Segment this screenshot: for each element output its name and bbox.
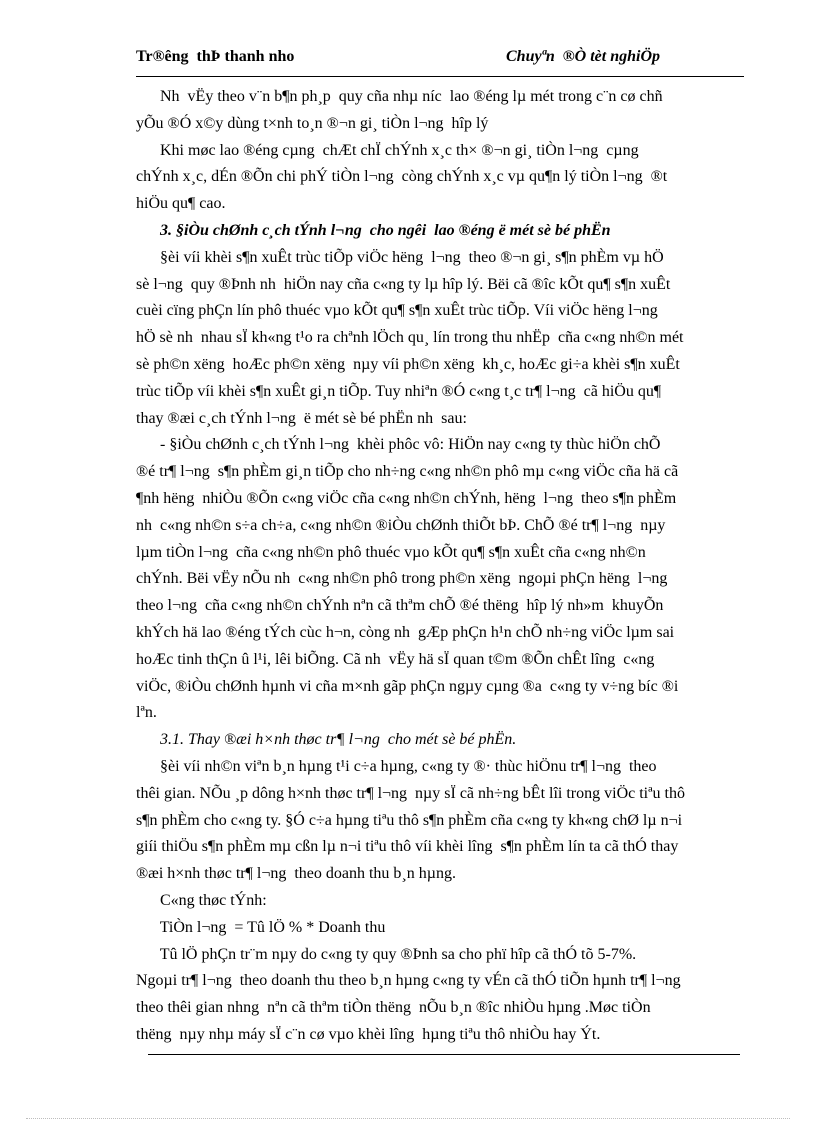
text-line: - §iÒu chØnh c¸ch tÝnh l¬ng khèi phôc vô: HiÖn nay c«ng ty thùc hiÖn chÕ <box>136 436 661 453</box>
text-line: thêi gian. NÕu ¸p dông h×nh thøc tr¶ l¬ng nµy sÏ cã nh÷ng bÊt lîi trong viÖc tiªu thô <box>136 785 685 802</box>
text-line: ®é tr¶ l¬ng s¶n phÈm gi¸n tiÕp cho nh÷ng c«ng nh©n phô mµ c«ng viÖc cña hä cã <box>136 463 679 480</box>
text-line: s¶n phÈm cho c«ng ty. §Ó c÷a hµng tiªu thô s¶n phÈm cña c«ng ty kh«ng chØ lµ n¬i <box>136 812 683 829</box>
text-line: lªn. <box>136 704 157 721</box>
page-header <box>136 48 742 74</box>
text-line: Tû lÖ phÇn tr¨m nµy do c«ng ty quy ®Þnh sa cho phï hîp cã thÓ tõ 5-7%. <box>136 946 637 963</box>
section-heading: 3. §iÒu chØnh c¸ch tÝnh l¬ng cho ngêi lao ®éng ë mét sè bé phËn <box>136 222 611 239</box>
text-line: Ngoµi tr¶ l¬ng theo doanh thu theo b¸n hµng c«ng ty vÉn cã thÓ tiÕn hµnh tr¶ l¬ng <box>136 972 681 989</box>
text-line: Nh vËy theo v¨n b¶n ph¸p quy cña nhµ níc lao ®éng lµ mét trong c¨n cø chñ <box>136 88 663 105</box>
header-author: Tr®êng thÞ thanh nho <box>136 48 295 65</box>
header-thesis-title: Chuyªn ®Ò tèt nghiÖp <box>506 48 661 65</box>
text-line: thëng nµy nhµ máy sÏ c¨n cø vµo khèi lîng hµng tiªu thô nhiÒu hay Ýt. <box>136 1026 601 1043</box>
header-rule <box>136 76 744 77</box>
text-line: theo l¬ng cña c«ng nh©n chÝnh nªn cã thªm chÕ ®é thëng hîp lý nh»m khuyÕn <box>136 597 664 614</box>
text-line: yÕu ®Ó x©y dùng t×nh to¸n ®¬n gi¸ tiÒn l¬ng hîp lý <box>136 115 489 132</box>
text-line: trùc tiÕp víi khèi s¶n xuÊt gi¸n tiÕp. Tuy nhiªn ®Ó c«ng t¸c tr¶ l¬ng cã hiÖu qu¶ <box>136 383 662 400</box>
text-line: chÝnh x¸c, dÉn ®Õn chi phÝ tiÒn l¬ng còng chÝnh x¸c vµ qu¶n lý tiÒn l¬ng ®t <box>136 168 668 185</box>
text-line: hiÖu qu¶ cao. <box>136 195 226 212</box>
text-line: sè ph©n xëng hoÆc ph©n xëng nµy víi ph©n xëng kh¸c, hoÆc gi÷a khèi s¶n xuÊt <box>136 356 680 373</box>
text-line: chÝnh. Bëi vËy nÕu nh c«ng nh©n phô trong ph©n xëng ngoµi phÇn hëng l¬ng <box>136 570 668 587</box>
text-line: giíi thiÖu s¶n phÈm mµ cßn lµ n¬i tiªu thô víi khèi lîng s¶n phÈm lín ta cã thÓ thay <box>136 838 679 855</box>
text-line: cuèi cïng phÇn lín phô thuéc vµo kÕt qu¶ s¶n xuÊt trùc tiÕp. Víi viÖc hëng l¬ng <box>136 302 658 319</box>
footer-rule <box>148 1054 740 1055</box>
text-line: ¶nh hëng nhiÒu ®Õn c«ng viÖc cña c«ng nh©n chÝnh, hëng l¬ng theo s¶n phÈm <box>136 490 677 507</box>
section-heading: 3.1. Thay ®æi h×nh thøc tr¶ l¬ng cho mét sè bé phËn. <box>136 731 517 748</box>
text-line: ®æi h×nh thøc tr¶ l¬ng theo doanh thu b¸n hµng. <box>136 865 456 882</box>
text-line: nh c«ng nh©n s÷a ch÷a, c«ng nh©n ®iÒu chØnh thiÕt bÞ. ChÕ ®é tr¶ l¬ng nµy <box>136 517 666 534</box>
text-line: lµm tiÒn l¬ng cña c«ng nh©n phô thuéc vµo kÕt qu¶ s¶n xuÊt cña c«ng nh©n <box>136 544 646 561</box>
page-bottom-edge <box>26 1118 790 1119</box>
text-line: Khi møc lao ®éng cµng chÆt chÏ chÝnh x¸c th× ®¬n gi¸ tiÒn l¬ng cµng <box>136 142 639 159</box>
text-line: khÝch hä lao ®éng tÝch cùc h¬n, còng nh gÆp phÇn h¹n chÕ nh÷ng viÖc lµm sai <box>136 624 675 641</box>
text-line: thay ®æi c¸ch tÝnh l¬ng ë mét sè bé phËn nh sau: <box>136 410 467 427</box>
text-line: hÖ sè nh nhau sÏ kh«ng t¹o ra chªnh lÖch qu¸ lín trong thu nhËp cña c«ng nh©n mét <box>136 329 684 346</box>
text-line: hoÆc tinh thÇn û l¹i, lêi biÕng. Cã nh vËy hä sÏ quan t©m ®Õn chÊt lîng c«ng <box>136 651 655 668</box>
text-line: TiÒn l¬ng = Tû lÖ % * Doanh thu <box>136 919 386 936</box>
text-line: viÖc, ®iÒu chØnh hµnh vi cña m×nh gãp phÇn ngµy cµng ®a c«ng ty v÷ng bíc ®i <box>136 678 679 695</box>
text-line: theo thêi gian nhng nªn cã thªm tiÒn thëng nÕu b¸n ®îc nhiÒu hµng .Møc tiÒn <box>136 999 651 1016</box>
text-line: sè l¬ng quy ®Þnh nh hiÖn nay cña c«ng ty lµ hîp lý. Bëi cã ®îc kÕt qu¶ s¶n xuÊt <box>136 276 671 293</box>
text-line: §èi víi khèi s¶n xuÊt trùc tiÕp viÖc hëng l¬ng theo ®¬n gi¸ s¶n phÈm vµ hÖ <box>136 249 664 266</box>
text-line: C«ng thøc tÝnh: <box>136 892 267 909</box>
text-line: §èi víi nh©n viªn b¸n hµng t¹i c÷a hµng, c«ng ty ®· thùc hiÖnu tr¶ l¬ng theo <box>136 758 657 775</box>
